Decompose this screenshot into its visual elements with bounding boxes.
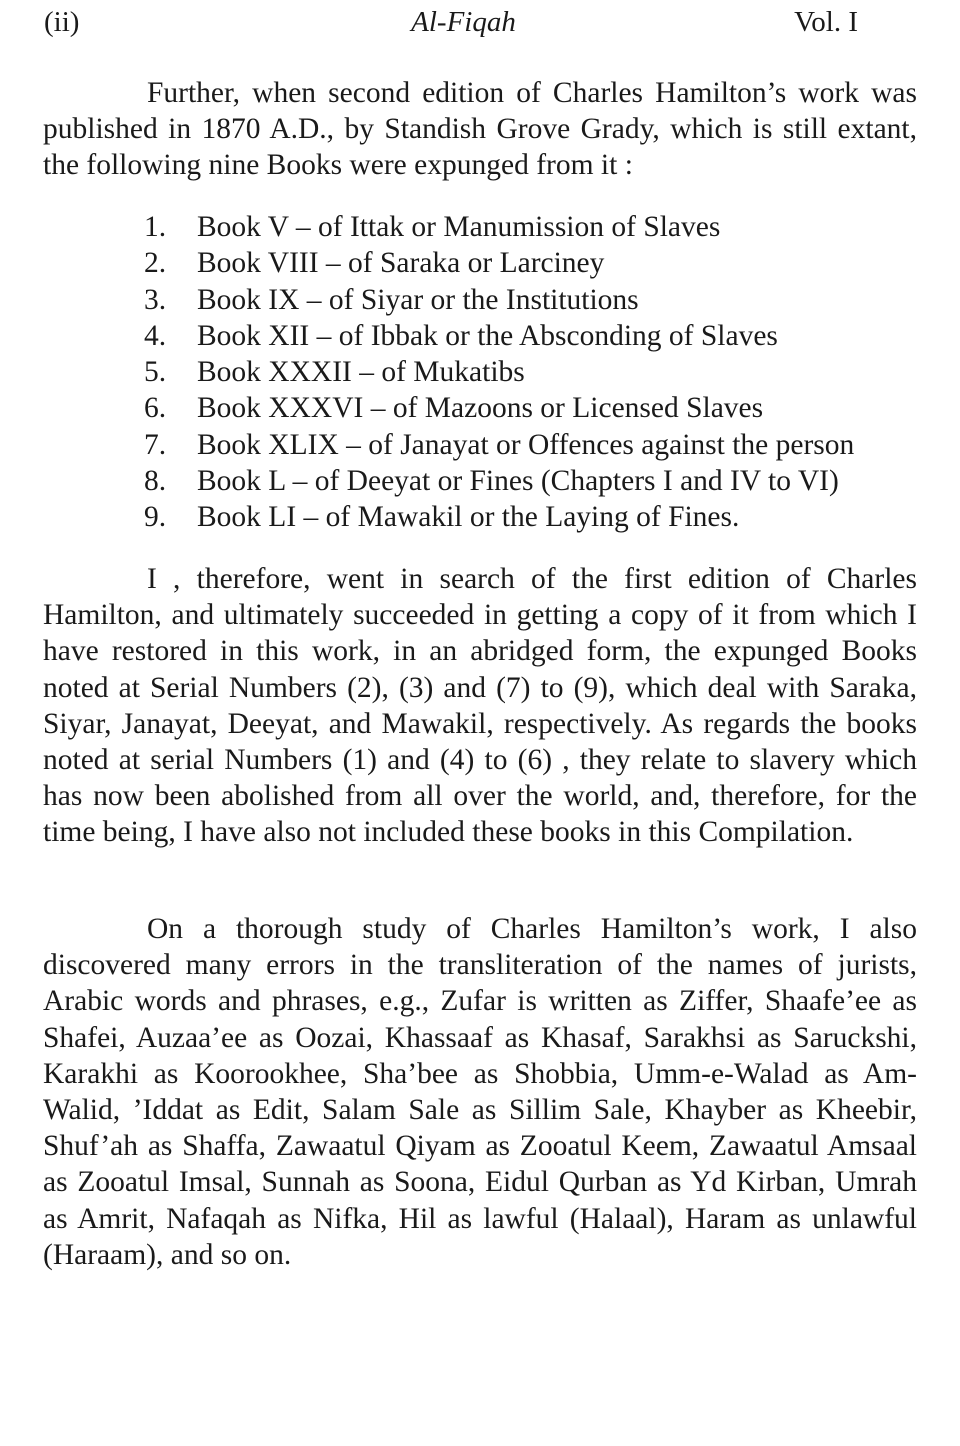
list-item-text: Book VIII – of Saraka or Larciney [197, 247, 605, 280]
list-item [144, 282, 924, 318]
list-item-text: Book V – of Ittak or Manumission of Slaves [197, 211, 721, 243]
list-item [144, 499, 924, 535]
list-item-number: 9. [144, 501, 167, 534]
list-item [144, 318, 924, 354]
list-item-number: 2. [144, 247, 167, 280]
list-item-number: 8. [144, 465, 167, 498]
list-item-number: 6. [144, 392, 167, 425]
list-item [144, 354, 924, 390]
list-item [144, 209, 924, 245]
list-item-number: 7. [144, 428, 167, 461]
expunged-books-list [144, 209, 924, 536]
page-header [44, 2, 858, 42]
list-item-text: Book XLIX – of Janayat or Offences against the person [197, 428, 855, 461]
intro-paragraph: Further, when second edition of Charles Hamilton’s work was published in 1870 A.D., by Standish Grove Grady, which is still extant, the following nine Books were expunged from it : [43, 77, 917, 182]
restoration-paragraph: I , therefore, went in search of the first edition of Charles Hamilton, and ultimately succeeded in getting a copy of it from which I have restored in this work, in an abridged form, the expunged Books noted at Serial Numbers (2), (3) and (7) to (9), which deal with Saraka, Siyar, Janayat, Deeyat, and Mawakil, respectively. As regards the books noted at serial Numbers (1) and (4) to (6) , they relate to slavery which has now been abolished from all over the world, and, therefore, for the time being, I have also not included these books in this Compilation. [43, 563, 917, 849]
list-item-text: Book IX – of Siyar or the Institutions [197, 283, 639, 316]
list-item-number: 1. [144, 211, 167, 243]
list-item [144, 245, 924, 281]
list-item [144, 427, 924, 463]
transliteration-errors-paragraph: On a thorough study of Charles Hamilton’s work, I also discovered many errors in the transliteration of the names of jurists, Arabic words and phrases, e.g., Zufar is written as Ziffer, Shaafe’ee as Shafei, Auzaa’ee as Oozai, Khassaaf as Khasaf, Sarakhsi as Saruckshi, Karakhi as Koorookhee, Sha’bee as Shobbia, Umm-e-Walad as Am-Walid, ’Iddat as Edit, Salam Sale as Sillim Sale, Khayber as Kheebir, Shuf’ah as Shaffa, Zawaatul Qiyam as Zooatul Keem, Zawaatul Amsaal as Zooatul Imsal, Sunnah as Soona, Eidul Qurban as Yd Kirban, Umrah as Amrit, Nafaqah as Nifka, Hil as lawful (Halaal), Haram as unlawful (Haraam), and so on. [43, 913, 917, 1271]
list-item-number: 5. [144, 356, 167, 389]
list-item-text: Book LI – of Mawakil or the Laying of Fines. [197, 501, 740, 534]
list-item [144, 390, 924, 426]
list-item-text: Book XXXVI – of Mazoons or Licensed Slaves [197, 392, 764, 425]
list-item-text: Book XXXII – of Mukatibs [197, 356, 525, 389]
list-item-number: 3. [144, 283, 167, 316]
list-item [144, 463, 924, 499]
volume-label: Vol. I [794, 6, 858, 38]
list-item-number: 4. [144, 319, 167, 352]
running-title: Al-Fiqah [411, 6, 516, 38]
page-number: (ii) [44, 6, 80, 38]
list-item-text: Book L – of Deeyat or Fines (Chapters I and IV to VI) [197, 465, 839, 498]
list-item-text: Book XII – of Ibbak or the Absconding of Slaves [197, 319, 778, 352]
